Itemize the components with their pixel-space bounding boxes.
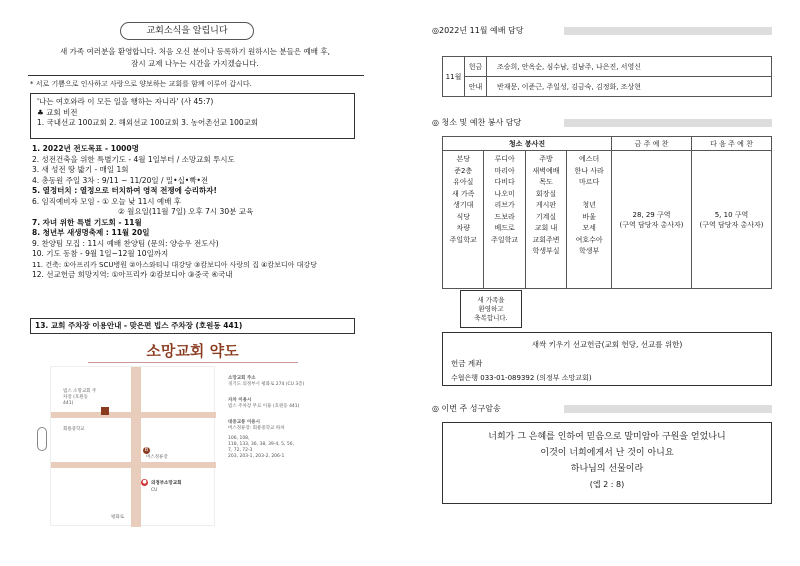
clean-duty-item: 새 가족 (451, 189, 475, 198)
newfamily-line-3: 축복합니다. (474, 314, 508, 322)
church-pin-icon: ● (142, 479, 147, 485)
clean-duty-item: 새벽예배 (532, 166, 560, 175)
news-item-4: 4. 총동원 주일 3차 : 9/11 ~ 11/20일 / 밀•십•빡•전 (32, 175, 209, 185)
clean-duty-item: 주방 (539, 155, 553, 163)
clean-col-2 (484, 151, 525, 289)
map-label-bus: 버스정류장 (146, 455, 168, 460)
clean-duty-item: 바울 (582, 212, 596, 221)
map-label-school: 회룡중학교 (63, 427, 85, 432)
transit-title: 대중교통 이용시 (228, 420, 260, 425)
clean-duty-item (567, 189, 611, 201)
clean-table (442, 136, 772, 289)
bus-lines-4: 203, 203-1, 203-2, 206-1 (228, 454, 285, 459)
clean-duty-item: 게시판 (535, 201, 557, 209)
news-item-6-sub: ② 월요일(11월 7일) 오후 7시 30분 교육 (118, 207, 254, 216)
map-title: 소망교회 약도 (146, 342, 239, 360)
clean-duty-item: 목도 (539, 178, 553, 186)
clean-header-text: ◎ 청소 및 예찬 봉사 담당 (432, 118, 522, 127)
clean-header (432, 116, 772, 130)
clean-duty-item: 교회 내 (534, 224, 558, 232)
clean-col-1 (443, 151, 484, 289)
map-title-rule (88, 362, 298, 363)
clean-duty-item: 나오미 (494, 189, 515, 198)
map-area (50, 366, 215, 526)
map-label-church: 의정부소망교회 (151, 481, 182, 486)
clean-duty-item: 식당 (456, 212, 470, 221)
verse-header (432, 402, 772, 416)
news-item-3: 3. 새 성전 땅 밟기 - 매일 1회 (32, 165, 129, 174)
clean-duty-item: 여호수아 (575, 235, 603, 244)
newfamily-box (460, 290, 522, 328)
clean-duty-item: 리브가 (494, 201, 515, 209)
news-item-11: 11. 건축: ①아프리카 SCU병원 ②아스와티니 대강당 ③캄보디아 사랑의 집 ④캄보디아 대강당 (32, 260, 317, 269)
clean-duty-item: 한나 사라 (574, 166, 604, 175)
header-bar (564, 27, 772, 35)
main-road (131, 367, 141, 527)
bus-lines-3: 7, 72, 72-3 (228, 448, 253, 453)
news-item-2: 2. 성전건축을 위한 특별기도 - 4월 1일부터 / 소망교회 투시도 (32, 154, 235, 164)
verse-line-3: 하나님의 선물이라 (570, 464, 644, 474)
worship-table (442, 56, 772, 97)
clean-duty-item: 차량 (456, 224, 470, 232)
verse-line-1: 너희가 그 은혜를 인하여 믿음으로 말미암아 구원을 얻었나니 (488, 432, 726, 442)
route-marker (37, 427, 47, 451)
col-next-week: 다 음 주 예 찬 (692, 137, 772, 151)
news-item-5: 5. 열정터치 : 열정으로 터치하여 영적 전쟁에 승리하자! (32, 186, 217, 195)
clean-col-4 (567, 151, 612, 289)
clean-duty-item: 다비다 (494, 178, 515, 186)
col-this-week: 금 주 예 찬 (612, 137, 692, 151)
clean-duty-item: 유아실 (453, 178, 474, 186)
worship-header-text: ◎2022년 11월 예배 담당 (432, 26, 524, 35)
parking-icon (101, 407, 109, 415)
verse-ref: (엡 2 : 8) (589, 480, 625, 489)
clean-duty-item: 청년 (582, 201, 596, 209)
car-text: 빕스 주차장 무료 이용 (호원동 441) (228, 404, 300, 409)
cross-road-1 (51, 412, 216, 418)
key-verse: '나는 여호와라 이 모든 일을 행하는 자니라' (사 45:7) (37, 97, 214, 106)
clean-duty-item: 주일학교 (491, 235, 519, 244)
divider (28, 75, 364, 76)
map-directions (228, 376, 353, 460)
clean-duty-item: 본당 (456, 155, 470, 163)
worship-header (432, 24, 772, 38)
cross-road-2 (51, 462, 216, 468)
col-clean: 청소 봉사진 (443, 137, 612, 151)
parking-box: 13. 교회 주차장 이용안내 - 맞은편 빕스 주차장 (호원동 441) (30, 318, 355, 334)
news-list (32, 144, 362, 281)
verse-line-2: 이것이 너희에게서 난 것이 아니요 (540, 448, 674, 458)
verse-box (442, 422, 772, 504)
welcome-line-1: 새 가족 여러분을 환영합니다. 처음 오신 분이나 등록하기 원하시는 분들은 예배 후, (59, 47, 331, 56)
clean-duty-item: 에스더 (578, 155, 600, 163)
offering-names: 조승희, 안옥순, 심수남, 김남주, 나은진, 서영신 (487, 57, 772, 77)
clean-duty-item: 모세 (582, 224, 596, 232)
clean-duty-item: 마르다 (578, 178, 600, 186)
news-item-1: 1. 2022년 전도목표 - 1000명 (32, 144, 139, 153)
address-text: 경기도 의정부시 평화로 274 (CU 3층) (228, 382, 305, 387)
vision-body: 1. 국내선교 100교회 2. 해외선교 100교회 3. 농어촌선교 100교회 (37, 118, 259, 127)
transit-text: 버스정류장: 회룡중학교 하차 (228, 426, 285, 431)
clean-duty-item: 기계실 (535, 212, 557, 221)
this-week-cell (612, 151, 692, 289)
news-item-12: 12. 선교헌금 희망지역: ①아프리카 ②캄보디아 ③중국 ④국내 (32, 270, 233, 279)
clean-duty-item: 마리아 (494, 166, 515, 175)
bus-lines-1: 106, 108, (228, 436, 250, 441)
worship-month: 11월 (443, 57, 465, 97)
news-item-8: 8. 청년부 새생명축제 : 11월 20일 (32, 228, 150, 237)
next-week-cell (692, 151, 772, 289)
clean-duty-item: 학생부실 (532, 247, 560, 255)
clean-duty-item: 드보라 (494, 212, 515, 221)
header-bar (564, 119, 772, 127)
clean-duty-item: 루디아 (494, 155, 515, 163)
news-item-6: 6. 임직예비자 모임 - ① 오늘 낮 11시 예배 후 (32, 196, 182, 206)
clean-duty-item: 베드로 (494, 224, 515, 232)
welcome-text (30, 46, 360, 70)
clean-col-3 (525, 151, 566, 289)
header-bar (564, 405, 772, 413)
account-label: 헌금 계좌 (451, 359, 483, 368)
news-item-7: 7. 자녀 위한 특별 기도회 - 11월 (32, 217, 142, 227)
newfamily-line-2: 환영하고 (478, 305, 504, 313)
church-map (30, 340, 355, 530)
vision-box (30, 93, 355, 139)
next-week: 5, 10 구역 (714, 210, 749, 219)
offering-label: 헌금 (465, 57, 487, 77)
address-title: 소망교회 주소 (228, 376, 256, 381)
verse-header-text: ◎ 이번 주 성구암송 (432, 404, 501, 413)
next-week-sub: (구역 담당자 총사자) (699, 220, 764, 229)
clean-duty-item: 학생부 (578, 247, 600, 255)
bus-icon: B (144, 447, 149, 453)
mission-title: 새싹 키우기 선교헌금(교회 헌당, 선교를 위한) (531, 340, 683, 349)
welcome-line-2: 잠시 교제 나누는 시간을 가지겠습니다. (131, 59, 259, 68)
guide-label: 안내 (465, 77, 487, 97)
clean-duty-item: 교회주변 (532, 235, 560, 244)
this-week-sub: (구역 담당자 총사자) (619, 220, 684, 229)
map-label-road: 평화로 (111, 515, 125, 520)
this-week: 28, 29 구역 (632, 210, 671, 219)
mission-box (442, 332, 772, 386)
car-title: 자차 이용시 (228, 398, 252, 403)
note-text: * 서로 기쁨으로 인사하고 사랑으로 양보하는 교회를 함께 이루어 갑시다. (30, 80, 252, 88)
guide-names: 반재문, 이준근, 주일성, 김금숙, 김정화, 조상현 (487, 77, 772, 97)
map-label-cu: CU (151, 488, 158, 493)
clean-duty-item: 주일학교 (449, 235, 477, 244)
bus-lines-2: 118, 133, 36, 38, 39-4, 5, 56, (228, 442, 295, 447)
news-item-10: 10. 기도 동참 - 9월 1일~12월 10일까지 (32, 249, 169, 258)
clean-duty-item: 회장실 (535, 189, 557, 198)
clean-duty-item: 준2층 (454, 166, 473, 175)
vision-title: ♣ 교회 비전 (37, 107, 78, 117)
account-number: 수협은행 033-01-089392 (의정부 소망교회) (451, 374, 592, 382)
newfamily-line-1: 새 가족을 (477, 296, 505, 304)
news-item-9: 9. 찬양팀 모집 : 11시 예배 찬양팀 (문의: 양승우 전도사) (32, 238, 219, 248)
map-label-vips: 빕스 소망교회 주차장 (호원동 441) (63, 389, 97, 406)
clean-duty-item: 생기대 (453, 201, 474, 209)
news-title: 교회소식을 알립니다 (120, 22, 254, 40)
